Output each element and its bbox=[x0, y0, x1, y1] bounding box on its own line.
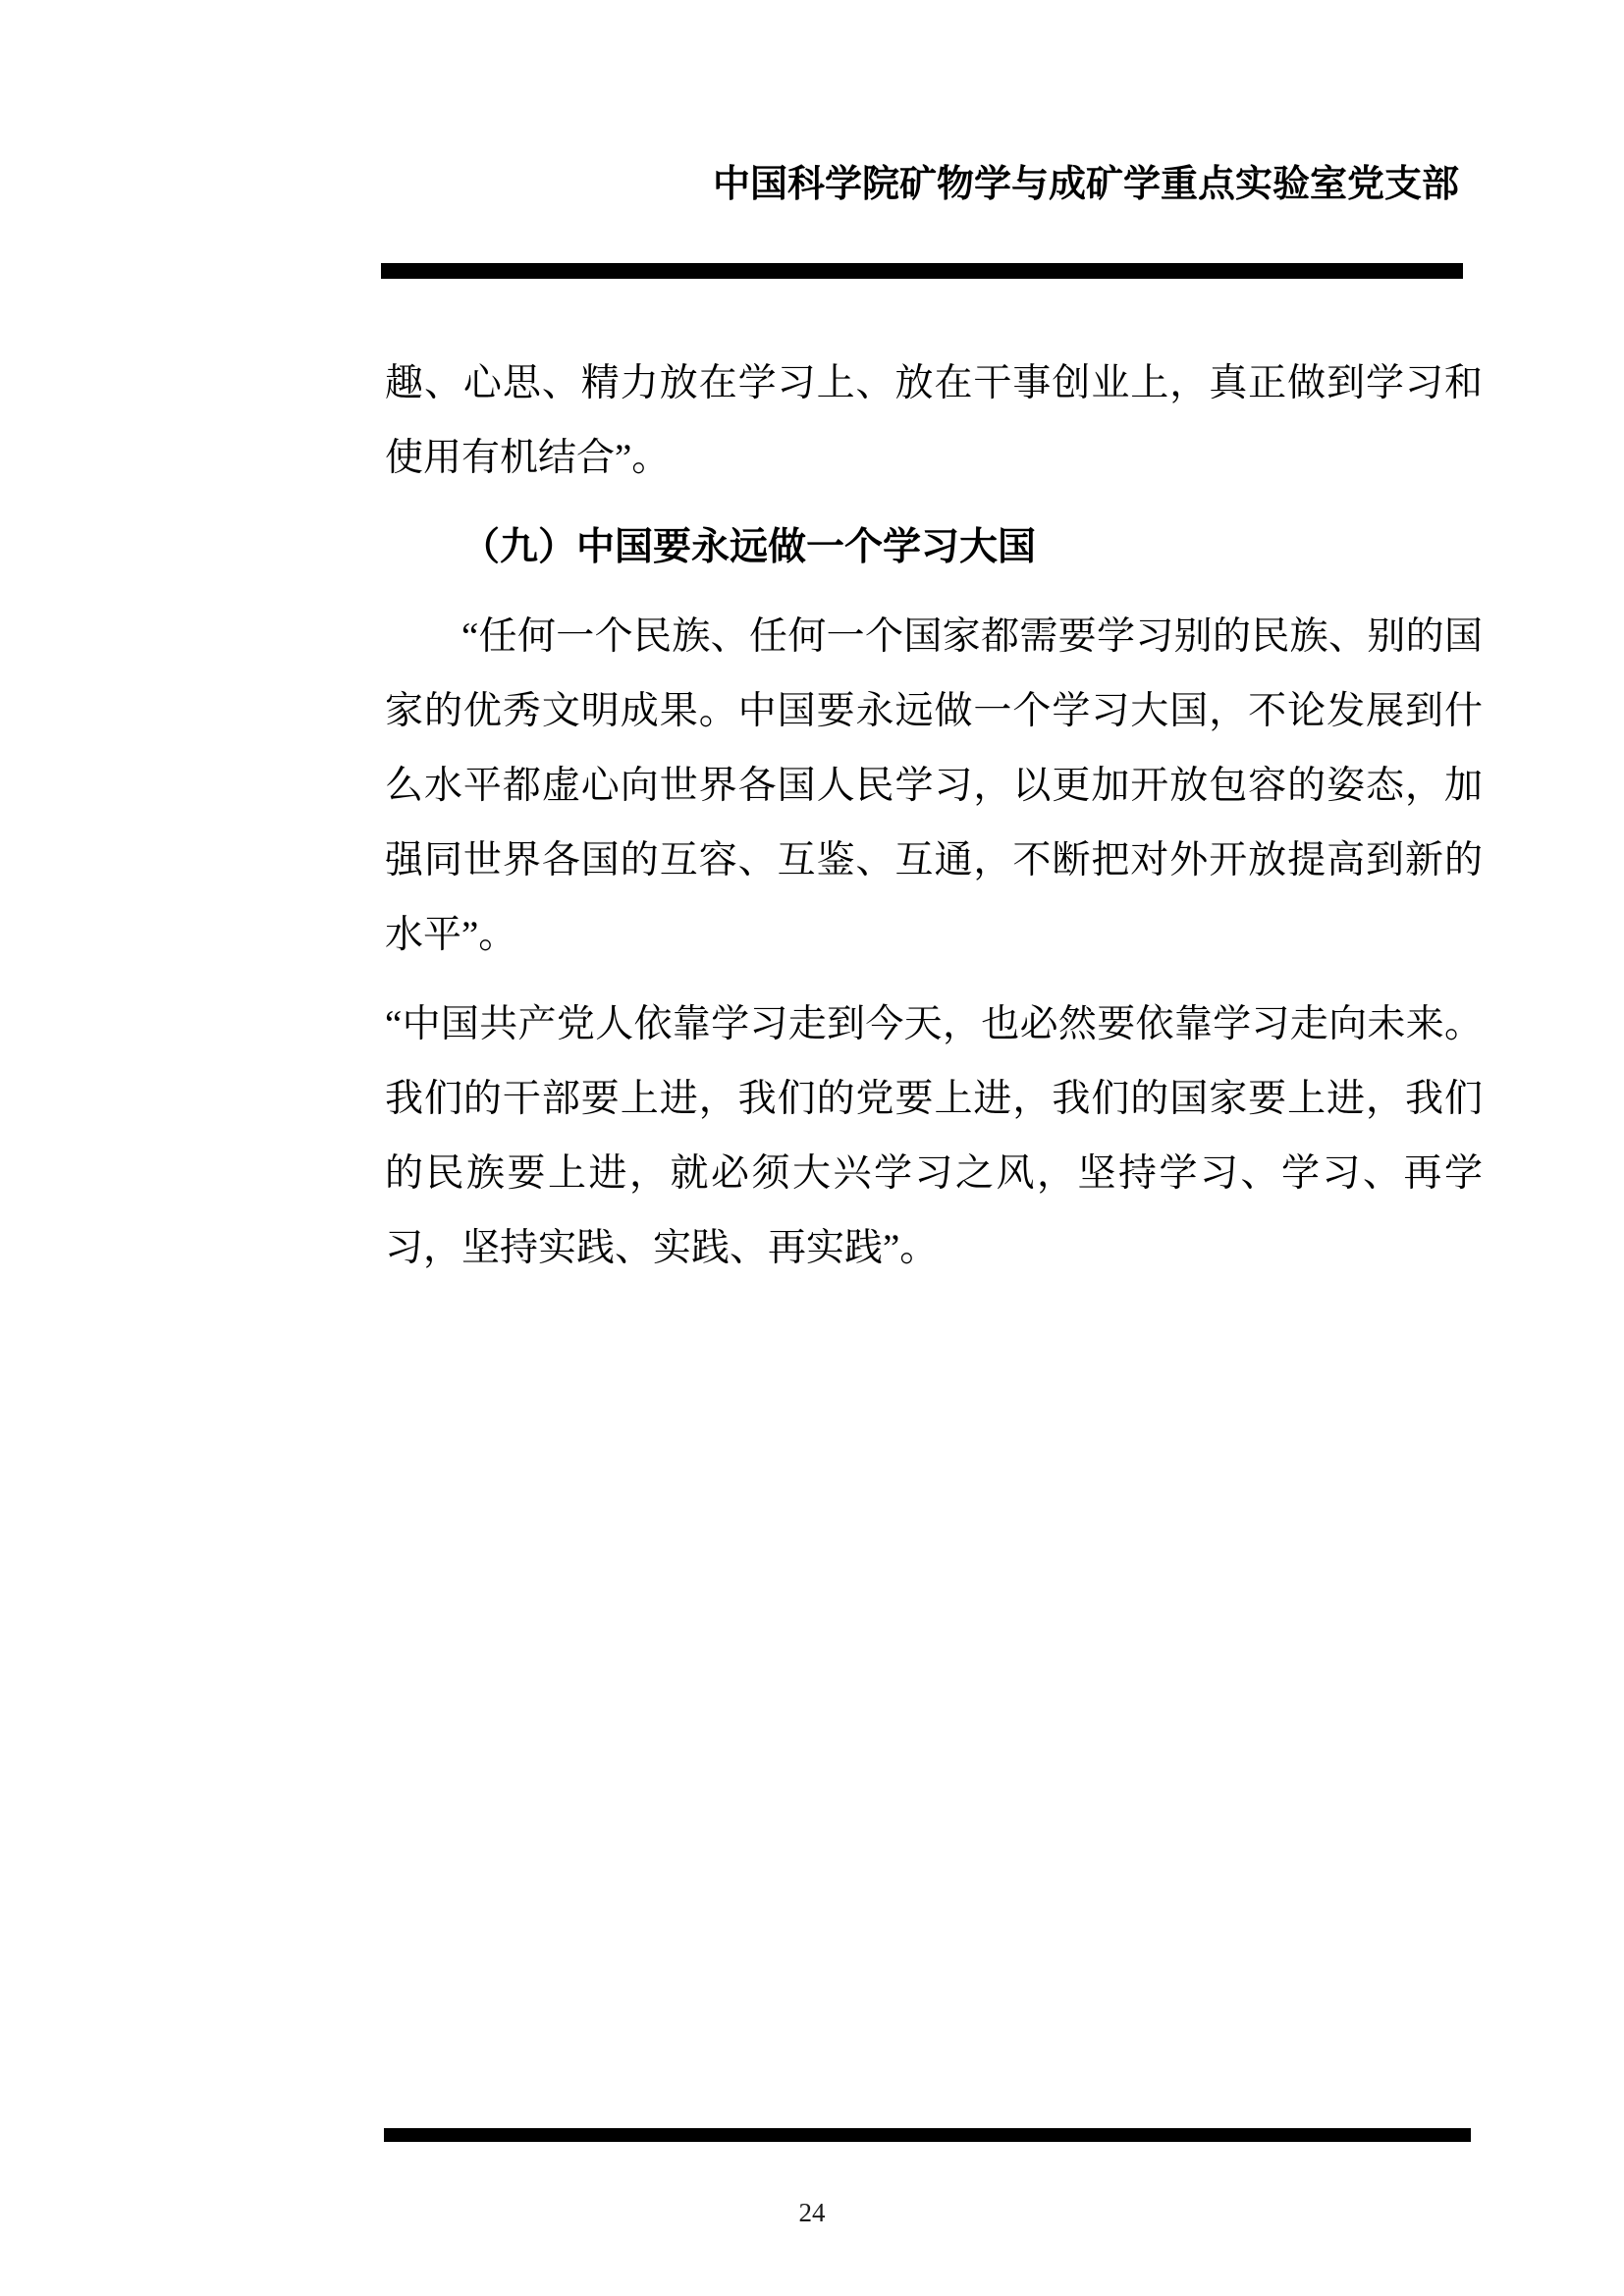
paragraph-quote-learning-nation: “任何一个民族、任何一个国家都需要学习别的民族、别的国家的优秀文明成果。中国要永远做一个学习大国，不论发展到什么水平都虚心向世界各国人民学习，以更加开放包容的姿态，加强同世界各国的互容、互鉴、互通，不断把对外开放提高到新的水平”。 bbox=[385, 615, 1483, 956]
footer-rule bbox=[384, 2128, 1471, 2142]
section-heading-nine: （九）中国要永远做一个学习大国 bbox=[461, 526, 1037, 568]
paragraph-continuation: 趣、心思、精力放在学习上、放在干事创业上，真正做到学习和使用有机结合”。 bbox=[385, 362, 1483, 479]
header-rule bbox=[381, 263, 1463, 279]
page-number: 24 bbox=[798, 2198, 826, 2227]
document-body bbox=[385, 347, 1483, 1301]
header-title: 中国科学院矿物学与成矿学重点实验室党支部 bbox=[712, 164, 1459, 205]
paragraph-quote-party-learning: “中国共产党人依靠学习走到今天，也必然要依靠学习走向未来。我们的干部要上进，我们的党要上进，我们的国家要上进，我们的民族要上进，就必须大兴学习之风，坚持学习、学习、再学习，坚持实践、实践、再实践”。 bbox=[385, 1003, 1483, 1269]
